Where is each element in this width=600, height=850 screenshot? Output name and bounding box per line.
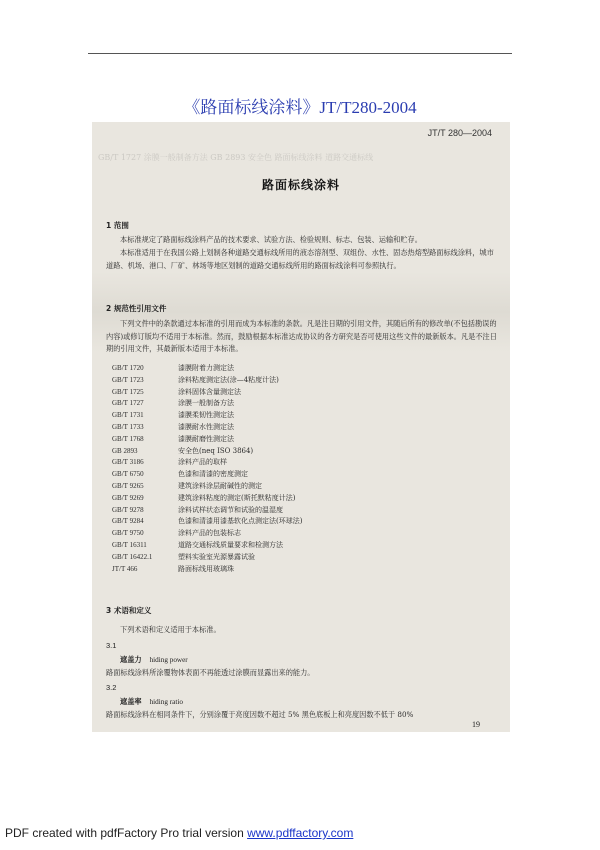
section-heading-scope: 1 范围	[106, 221, 129, 230]
section-heading-terms: 3 术语和定义	[106, 606, 152, 615]
reference-item: GB/T 1731 漆膜柔韧性测定法	[112, 411, 234, 420]
terms-intro	[106, 624, 498, 637]
reference-item: GB/T 1733 漆膜耐水性测定法	[112, 422, 234, 431]
reference-item: GB/T 1720 漆膜附着力测定法	[112, 364, 234, 372]
reference-item: GB/T 3186 涂料产品的取样	[112, 458, 227, 467]
standard-code: JT/T 280—2004	[427, 128, 492, 138]
term-definition	[106, 667, 498, 680]
reference-item: GB/T 6750 色漆和清漆的密度测定	[112, 470, 248, 479]
reference-item: GB 2893 安全色(neq ISO 3864)	[112, 446, 254, 455]
scanned-page	[92, 122, 510, 732]
document-title: 《路面标线涂料》JT/T280-2004	[183, 98, 417, 117]
term-number: 3.2	[106, 683, 117, 692]
scope-paragraph-2	[106, 247, 498, 272]
pdffactory-link[interactable]: www.pdffactory.com	[247, 826, 354, 840]
reference-item: GB/T 9269 建筑涂料粘度的测定(斯托默粘度计法)	[112, 493, 296, 502]
reference-item: GB/T 9284 色漆和清漆用漆基软化点测定法(环球法)	[112, 517, 303, 526]
reference-item: GB/T 9278 涂料试样状态调节和试验的温湿度	[112, 505, 283, 514]
term-number: 3.1	[106, 641, 117, 650]
reference-item: GB/T 1723 涂料粘度测定法(涂—4粘度计法)	[112, 375, 279, 384]
bleed-through-text: GB/T 1727 涂膜一般制备方法 GB 2893 安全色 路面标线涂料 道路交通标线	[98, 153, 374, 162]
terms-intro-text: 下列术语和定义适用于本标准。	[120, 625, 221, 634]
term-cn: 遮盖力	[120, 655, 142, 664]
term-en: hiding ratio	[149, 698, 183, 706]
reference-item: GB/T 1768 漆膜耐磨性测定法	[112, 434, 234, 443]
pdf-footer	[5, 826, 353, 840]
scope-paragraph-1	[106, 234, 498, 247]
reference-list	[112, 363, 492, 575]
term-cn: 遮盖率	[120, 697, 142, 706]
reference-item: GB/T 1725 涂料固体含量测定法	[112, 387, 241, 396]
scope-text-1: 本标准规定了路面标线涂料产品的技术要求、试验方法、检验规则、标志、包装、运输和贮存。	[120, 235, 422, 244]
references-text: 下列文件中的条款通过本标准的引用而成为本标准的条款。凡是注日期的引用文件，其随后所有的修改单(不包括勘误的内容)或修订版均不适用于本标准。然而，鼓励根据本标准达成协议的各方研究是否可使用这些文件的最新版本。凡是不注日期的引用文件，其最新版本适用于本标准。	[106, 319, 497, 353]
reference-item: GB/T 16311 道路交通标线质量要求和检测方法	[112, 540, 283, 549]
page-number: 19	[472, 720, 480, 729]
reference-item: GB/T 16422.1 塑料实验室光源暴露试验	[112, 552, 255, 561]
reference-item: GB/T 9265 建筑涂料涂层耐碱性的测定	[112, 481, 262, 490]
term-heading	[120, 655, 188, 665]
term-definition	[106, 709, 498, 722]
header-rule	[88, 53, 512, 54]
term-heading	[120, 697, 183, 707]
reference-item: GB/T 9750 涂料产品的包装标志	[112, 529, 241, 538]
scope-text-2: 本标准适用于在我国公路上划制各种道路交通标线所用的液态溶剂型、双组份、水性、固态热熔型路面标线涂料，城市道路、机场、港口、厂矿、林场等地区划制的道路交通标线所用的路面标线涂料可参照执行。	[106, 248, 494, 270]
footer-text: PDF created with pdfFactory Pro trial version	[5, 826, 248, 840]
reference-item: JT/T 466 路面标线用玻璃珠	[112, 564, 234, 573]
references-paragraph	[106, 318, 498, 356]
reference-item: GB/T 1727 涂膜一般制备方法	[112, 399, 234, 408]
inner-title: 路面标线涂料	[261, 178, 340, 192]
term-def-text: 路面标线涂料所涂覆物体表面不再能透过涂膜而显露出来的能力。	[106, 668, 315, 677]
term-en: hiding power	[149, 656, 188, 664]
term-def-text: 路面标线涂料在相同条件下，分别涂覆于亮度因数不超过 5% 黑色底板上和亮度因数不低于 80%	[106, 710, 414, 719]
section-heading-references: 2 规范性引用文件	[106, 304, 167, 313]
